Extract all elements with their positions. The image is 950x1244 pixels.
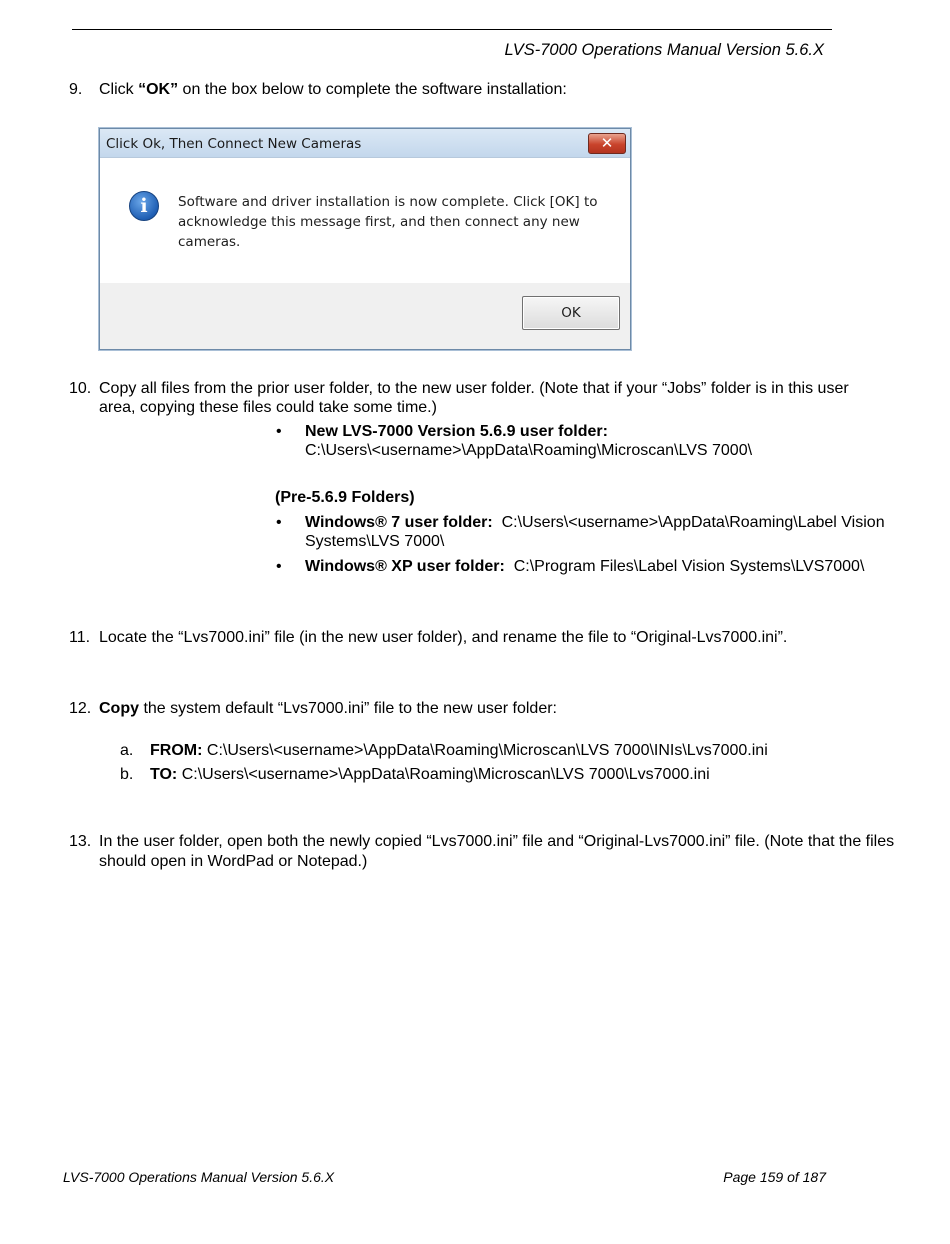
header-rule	[72, 29, 832, 30]
step-text-rest: the system default “Lvs7000.ini” file to the new user folder:	[139, 700, 557, 717]
step-number: 11.	[69, 629, 91, 646]
list-item	[275, 557, 915, 576]
dialog-title: Click Ok, Then Connect New Cameras	[106, 136, 362, 152]
folder-path: C:\Users\<username>\AppData\Roaming\Label Vision Systems\LVS 7000\	[305, 514, 885, 550]
step-10	[69, 379, 889, 417]
item-path: C:\Users\<username>\AppData\Roaming\Microscan\LVS 7000\INIs\Lvs7000.ini	[202, 742, 768, 759]
step-number: 10.	[69, 380, 92, 397]
folder-label: New LVS-7000 Version 5.6.9 user folder:	[305, 423, 608, 440]
step-12	[69, 699, 889, 718]
to-path-item	[120, 765, 880, 784]
folder-path: C:\Users\<username>\AppData\Roaming\Microscan\LVS 7000\	[305, 442, 753, 459]
item-label: FROM:	[150, 742, 203, 759]
step-text: In the user folder, open both the newly copied “Lvs7000.ini” file and “Original-Lvs7000.ini” file. (Note that the files should open in WordPad or Notepad.)	[99, 833, 895, 870]
folder-label: Windows® 7 user folder:	[305, 514, 493, 531]
step-text: Locate the “Lvs7000.ini” file (in the new user folder), and rename the file to “Original-Lvs7000.ini”.	[99, 629, 788, 646]
item-letter: b.	[120, 766, 134, 783]
step-13	[69, 832, 899, 872]
footer-title: LVS-7000 Operations Manual Version 5.6.X	[63, 1169, 335, 1185]
step-text-bold: Copy	[99, 700, 139, 717]
item-path: C:\Users\<username>\AppData\Roaming\Microscan\LVS 7000\Lvs7000.ini	[177, 766, 710, 783]
step-number: 9.	[69, 81, 83, 98]
item-text	[150, 765, 880, 784]
step-text-suffix: on the box below to complete the software installation:	[178, 81, 567, 98]
step-number: 12.	[69, 700, 92, 717]
new-folder-bullet	[275, 422, 895, 460]
step-text: Copy all files from the prior user folder, to the new user folder. (Note that if your “Jobs” folder is in this user area, copying these files could take some time.)	[99, 380, 849, 416]
step-text	[99, 699, 889, 718]
step-text	[99, 80, 889, 99]
step-text-prefix: Click	[99, 81, 139, 98]
step-number: 13.	[69, 833, 92, 850]
install-complete-dialog	[99, 128, 631, 350]
bullet: •	[276, 423, 282, 440]
page-number: Page 159 of 187	[723, 1169, 826, 1185]
from-path-item	[120, 741, 880, 760]
item-text	[150, 741, 880, 760]
dialog-content	[100, 158, 630, 283]
step-text-bold: “OK”	[138, 81, 179, 98]
bullet: •	[276, 514, 282, 531]
step-9	[69, 80, 889, 99]
ok-button[interactable]: OK	[522, 296, 620, 330]
folder-path: C:\Program Files\Label Vision Systems\LVS7000\	[513, 558, 865, 575]
item-letter: a.	[120, 742, 134, 759]
dialog-titlebar	[100, 129, 630, 158]
list-item	[275, 422, 895, 460]
win7-folder-bullet	[275, 513, 895, 551]
pre-folders-heading: (Pre-5.6.9 Folders)	[275, 489, 415, 506]
winxp-folder-bullet	[275, 557, 915, 576]
info-icon: i	[129, 191, 159, 221]
dialog-message: Software and driver installation is now complete. Click [OK] to acknowledge this message first, and then connect any new cameras.	[178, 194, 598, 250]
list-item	[275, 513, 895, 551]
header-title: LVS-7000 Operations Manual Version 5.6.X	[504, 41, 824, 59]
folder-label: Windows® XP user folder:	[305, 558, 505, 575]
bullet: •	[276, 558, 282, 575]
close-icon[interactable]: ✕	[588, 133, 626, 154]
item-label: TO:	[150, 766, 178, 783]
step-11	[69, 628, 889, 647]
